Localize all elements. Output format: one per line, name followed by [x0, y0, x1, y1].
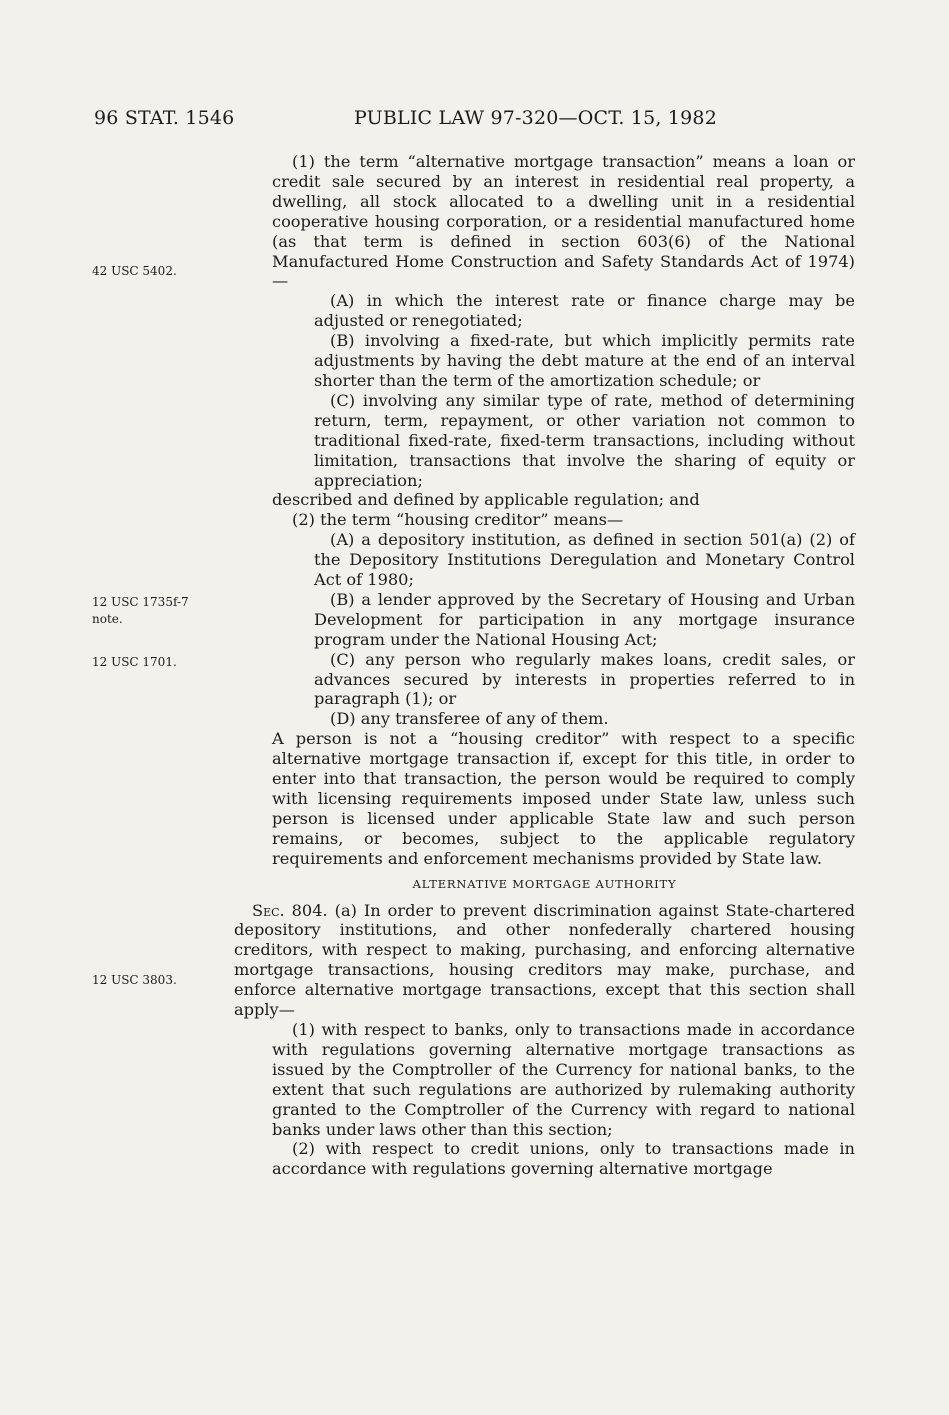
- stat-page-number: 96 STAT. 1546: [94, 107, 235, 129]
- margin-citation: 42 USC 5402.: [92, 264, 177, 278]
- margin-citation: 12 USC 1735f-7: [92, 595, 189, 609]
- margin-citation-note: note.: [92, 612, 123, 626]
- subparagraph-1b: (B) involving a fixed-rate, but which implicitly permits rate adjustments by having the debt mature at the end of an interval shorter than the term of the amortization schedule; or: [314, 331, 855, 390]
- subparagraph-2d: (D) any transferee of any of them.: [330, 709, 609, 729]
- section-heading: ALTERNATIVE MORTGAGE AUTHORITY: [412, 876, 677, 891]
- section-804-text: (a) In order to prevent discrimination against State-chartered depository institutions, and other nonfederally chartered housing creditors, with respect to making, purchasing, and enforcing alternative mortgage transactions, housing creditors may make, purchase, and enforce alternative mortgage transactions, except that this section shall apply—: [234, 900, 855, 1020]
- paragraph-3: A person is not a “housing creditor” with respect to a specific alternative mortgage transaction if, except for this title, in order to enter into that transaction, the person would be required to comply with licensing requirements imposed under State law, unless such person is licensed under applicable State law and such person remains, or becomes, subject to the applicable regulatory requirements and enforcement mechanisms provided by State law.: [272, 729, 855, 868]
- margin-citation: 12 USC 1701.: [92, 655, 177, 669]
- section-804: [234, 901, 855, 1020]
- paragraph-2: (2) the term “housing creditor” means—: [292, 510, 624, 530]
- paragraph-1: (1) the term “alternative mortgage transaction” means a loan or credit sale secured by an interest in residential real property, a dwelling, all stock allocated to a dwelling unit in a residential cooperative housing corporation, or a residential manufactured home (as that term is defined in section 603(6) of the National Manufactured Home Construction and Safety Standards Act of 1974)—: [272, 152, 855, 291]
- margin-citation: 12 USC 3803.: [92, 973, 177, 987]
- section-804-item-2: (2) with respect to credit unions, only to transactions made in accordance with regulations governing alternative mortgage: [272, 1139, 855, 1179]
- section-label: Sec. 804.: [252, 900, 328, 920]
- subparagraph-1c: (C) involving any similar type of rate, method of determining return, term, repayment, or other variation not common to traditional fixed-rate, fixed-term transactions, including without limitation, transactions that involve the sharing of equity or appreciation;: [314, 390, 855, 490]
- statute-text: [234, 152, 855, 1179]
- subparagraph-2a: (A) a depository institution, as defined in section 501(a) (2) of the Depository Institutions Deregulation and Monetary Control Act of 1980;: [314, 530, 855, 590]
- running-head: PUBLIC LAW 97-320—OCT. 15, 1982: [354, 107, 718, 129]
- subparagraph-1a: (A) in which the interest rate or finance charge may be adjusted or renegotiated;: [314, 291, 855, 331]
- subparagraph-2b: (B) a lender approved by the Secretary of Housing and Urban Development for participation in any mortgage insurance program under the National Housing Act;: [314, 589, 855, 649]
- paragraph-1-tail: described and defined by applicable regulation; and: [272, 490, 700, 510]
- section-804-item-1: (1) with respect to banks, only to transactions made in accordance with regulations governing alternative mortgage transactions as issued by the Comptroller of the Currency for national banks, to the extent that such regulations are authorized by rulemaking authority granted to the Comptroller of the Currency with regard to national banks under laws other than this section;: [272, 1019, 855, 1139]
- subparagraph-2c: (C) any person who regularly makes loans, credit sales, or advances secured by interests in properties referred to in paragraph (1); or: [314, 649, 855, 709]
